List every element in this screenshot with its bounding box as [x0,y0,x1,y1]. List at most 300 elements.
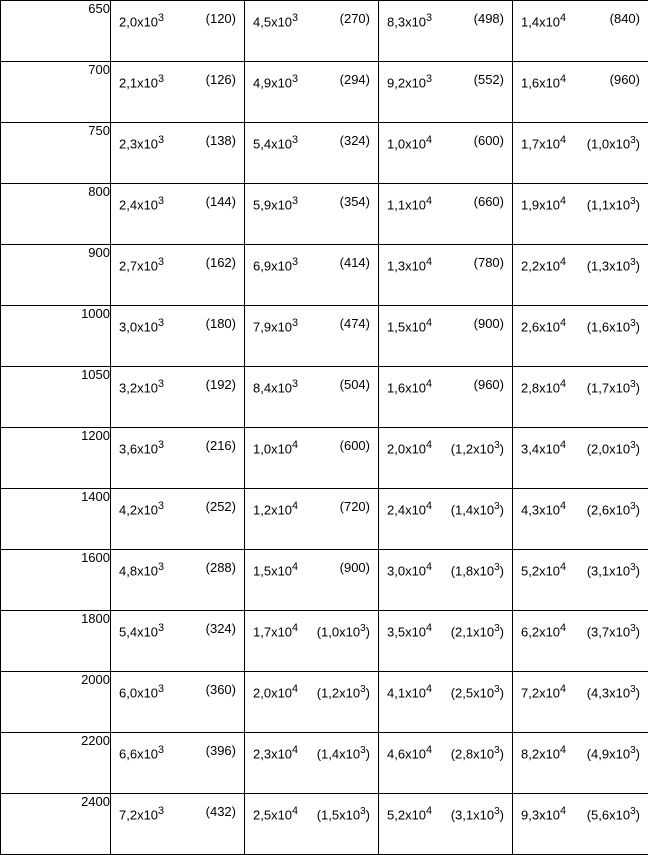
value-cell [513,1,648,62]
value-mantissa: 3,4x10 [521,441,560,456]
row-key-cell: 2400 [1,794,111,855]
value-exponent: 3 [158,134,164,146]
parenthetical-text: (1,8x10 [451,563,494,578]
parenthetical-text: (960) [610,72,640,87]
table-row [1,123,648,184]
value-mantissa: 4,2x10 [119,502,158,517]
value-parenthetical [166,619,236,638]
value-cell [245,550,379,611]
table-row [1,611,648,672]
parenthetical-text: (4,9x10 [587,746,630,761]
parenthetical-text: (3,1x10 [587,563,630,578]
parenthetical-close: ) [366,624,370,639]
table-row [1,733,648,794]
parenthetical-text: (780) [474,255,504,270]
value-mantissa: 2,4x10 [387,502,426,517]
parenthetical-close: ) [500,441,504,456]
value-exponent: 3 [426,73,432,85]
table-row [1,672,648,733]
value-cell [379,611,513,672]
parenthetical-close: ) [636,502,640,517]
value-parenthetical [308,680,370,702]
value-parenthetical [578,253,640,275]
parenthetical-exponent: 3 [630,501,636,512]
value-parenthetical [300,9,370,28]
parenthetical-text: (1,4x10 [317,746,360,761]
table-row [1,489,648,550]
value-mantissa: 5,4x10 [119,624,158,639]
value-cell [245,672,379,733]
value-parenthetical [300,70,370,89]
table-body [1,1,648,855]
value-exponent: 3 [292,73,298,85]
value-exponent: 4 [426,500,432,512]
parenthetical-text: (126) [206,72,236,87]
value-mantissa: 3,0x10 [387,563,426,578]
value-exponent: 4 [560,256,566,268]
value-cell [513,489,648,550]
parenthetical-text: (192) [206,377,236,392]
value-exponent: 4 [426,683,432,695]
value-parenthetical [166,9,236,28]
parenthetical-exponent: 3 [630,440,636,451]
parenthetical-text: (720) [340,499,370,514]
value-exponent: 4 [560,744,566,756]
parenthetical-close: ) [500,563,504,578]
value-mantissa: 9,2x10 [387,75,426,90]
value-exponent: 3 [158,439,164,451]
value-parenthetical [166,70,236,89]
parenthetical-exponent: 3 [494,684,500,695]
parenthetical-text: (270) [340,11,370,26]
value-mantissa: 1,0x10 [387,136,426,151]
value-parenthetical [434,253,504,272]
value-mantissa: 2,2x10 [521,258,560,273]
value-exponent: 4 [426,256,432,268]
value-cell [111,550,245,611]
value-exponent: 3 [158,805,164,817]
parenthetical-text: (2,1x10 [451,624,494,639]
value-mantissa: 5,4x10 [253,136,292,151]
value-exponent: 4 [560,500,566,512]
value-cell [379,62,513,123]
value-cell [513,428,648,489]
value-mantissa: 6,0x10 [119,685,158,700]
value-parenthetical [578,558,640,580]
value-cell [513,184,648,245]
value-parenthetical [578,375,640,397]
value-cell [379,428,513,489]
value-cell [513,245,648,306]
value-mantissa: 4,3x10 [521,502,560,517]
value-parenthetical [308,741,370,763]
value-mantissa: 4,9x10 [253,75,292,90]
value-cell [379,245,513,306]
parenthetical-exponent: 3 [630,562,636,573]
value-mantissa: 5,9x10 [253,197,292,212]
parenthetical-text: (660) [474,194,504,209]
value-cell [111,367,245,428]
parenthetical-exponent: 3 [494,623,500,634]
value-exponent: 3 [158,744,164,756]
value-exponent: 4 [560,317,566,329]
value-cell [111,184,245,245]
parenthetical-exponent: 3 [630,745,636,756]
value-cell [245,1,379,62]
value-cell [379,672,513,733]
value-cell [513,367,648,428]
value-cell [111,245,245,306]
value-cell [379,123,513,184]
row-key-cell: 1050 [1,367,111,428]
parenthetical-text: (1,7x10 [587,380,630,395]
value-mantissa: 1,1x10 [387,197,426,212]
value-mantissa: 4,5x10 [253,14,292,29]
parenthetical-close: ) [636,258,640,273]
parenthetical-text: (600) [474,133,504,148]
value-parenthetical [166,192,236,211]
value-cell [379,489,513,550]
value-mantissa: 2,6x10 [521,319,560,334]
value-cell [111,794,245,855]
value-parenthetical [578,436,640,458]
row-key-cell: 1000 [1,306,111,367]
value-mantissa: 2,0x10 [387,441,426,456]
value-parenthetical [434,192,504,211]
value-exponent: 3 [292,195,298,207]
value-parenthetical [166,253,236,272]
parenthetical-text: (1,5x10 [317,807,360,822]
parenthetical-text: (216) [206,438,236,453]
value-parenthetical [300,314,370,333]
parenthetical-text: (324) [206,621,236,636]
value-exponent: 4 [426,378,432,390]
value-mantissa: 1,3x10 [387,258,426,273]
parenthetical-text: (4,3x10 [587,685,630,700]
value-cell [379,733,513,794]
value-exponent: 4 [560,73,566,85]
value-parenthetical [442,741,504,763]
value-mantissa: 1,9x10 [521,197,560,212]
table-row [1,245,648,306]
value-exponent: 4 [426,134,432,146]
parenthetical-exponent: 3 [494,806,500,817]
parenthetical-text: (396) [206,743,236,758]
value-parenthetical [300,436,370,455]
parenthetical-exponent: 3 [630,379,636,390]
value-parenthetical [166,497,236,516]
parenthetical-close: ) [366,685,370,700]
value-cell [245,611,379,672]
table-row [1,1,648,62]
value-cell [111,428,245,489]
table-row [1,428,648,489]
value-exponent: 4 [292,439,298,451]
value-exponent: 4 [426,622,432,634]
value-mantissa: 2,1x10 [119,75,158,90]
row-key-cell: 700 [1,62,111,123]
parenthetical-close: ) [366,746,370,761]
row-key-cell: 2200 [1,733,111,794]
value-cell [245,794,379,855]
value-mantissa: 3,0x10 [119,319,158,334]
parenthetical-text: (3,7x10 [587,624,630,639]
value-parenthetical [578,619,640,641]
value-parenthetical [166,680,236,699]
value-cell [245,489,379,550]
value-parenthetical [300,253,370,272]
value-parenthetical [300,375,370,394]
value-cell [245,428,379,489]
parenthetical-text: (138) [206,133,236,148]
value-parenthetical [434,131,504,150]
value-mantissa: 8,2x10 [521,746,560,761]
value-mantissa: 2,3x10 [253,746,292,761]
value-parenthetical [434,314,504,333]
parenthetical-text: (1,1x10 [587,197,630,212]
value-exponent: 3 [292,317,298,329]
value-parenthetical [578,741,640,763]
value-mantissa: 6,6x10 [119,746,158,761]
parenthetical-close: ) [636,380,640,395]
value-exponent: 4 [560,439,566,451]
value-parenthetical [442,802,504,824]
value-parenthetical [308,619,370,641]
parenthetical-text: (180) [206,316,236,331]
parenthetical-text: (900) [340,560,370,575]
value-mantissa: 4,6x10 [387,746,426,761]
row-key-cell: 900 [1,245,111,306]
value-exponent: 4 [426,561,432,573]
parenthetical-exponent: 3 [494,745,500,756]
parenthetical-close: ) [636,746,640,761]
row-key-cell: 2000 [1,672,111,733]
table-row [1,794,648,855]
parenthetical-text: (900) [474,316,504,331]
parenthetical-close: ) [500,624,504,639]
value-mantissa: 6,9x10 [253,258,292,273]
parenthetical-exponent: 3 [360,745,366,756]
value-mantissa: 2,7x10 [119,258,158,273]
value-cell [111,62,245,123]
parenthetical-exponent: 3 [630,135,636,146]
value-parenthetical [578,497,640,519]
value-cell [111,123,245,184]
parenthetical-text: (2,5x10 [451,685,494,700]
value-cell [111,733,245,794]
table-row [1,306,648,367]
value-exponent: 3 [292,12,298,24]
parenthetical-text: (288) [206,560,236,575]
value-exponent: 3 [158,73,164,85]
value-mantissa: 8,3x10 [387,14,426,29]
value-exponent: 4 [292,622,298,634]
value-parenthetical [300,497,370,516]
parenthetical-close: ) [366,807,370,822]
row-key-cell: 1800 [1,611,111,672]
value-mantissa: 1,7x10 [521,136,560,151]
parenthetical-close: ) [636,624,640,639]
value-exponent: 3 [158,561,164,573]
value-mantissa: 1,7x10 [253,624,292,639]
value-mantissa: 5,2x10 [387,807,426,822]
value-exponent: 4 [292,500,298,512]
parenthetical-text: (840) [610,11,640,26]
parenthetical-text: (1,0x10 [587,136,630,151]
value-parenthetical [570,9,640,28]
parenthetical-exponent: 3 [494,440,500,451]
value-parenthetical [300,131,370,150]
value-exponent: 3 [426,12,432,24]
value-mantissa: 2,3x10 [119,136,158,151]
value-cell [379,367,513,428]
value-parenthetical [166,131,236,150]
value-exponent: 3 [158,256,164,268]
value-mantissa: 1,5x10 [387,319,426,334]
parenthetical-text: (2,0x10 [587,441,630,456]
value-parenthetical [578,131,640,153]
parenthetical-exponent: 3 [630,806,636,817]
parenthetical-exponent: 3 [630,196,636,207]
parenthetical-text: (294) [340,72,370,87]
value-exponent: 4 [292,805,298,817]
parenthetical-text: (162) [206,255,236,270]
value-exponent: 3 [158,12,164,24]
value-mantissa: 6,2x10 [521,624,560,639]
value-parenthetical [442,497,504,519]
value-cell [513,672,648,733]
parenthetical-close: ) [636,441,640,456]
value-mantissa: 3,5x10 [387,624,426,639]
parenthetical-text: (960) [474,377,504,392]
value-mantissa: 1,6x10 [521,75,560,90]
parenthetical-exponent: 3 [630,318,636,329]
value-parenthetical [300,558,370,577]
value-cell [111,489,245,550]
parenthetical-text: (144) [206,194,236,209]
value-cell [379,306,513,367]
table-row [1,184,648,245]
value-cell [513,733,648,794]
value-mantissa: 1,5x10 [253,563,292,578]
value-cell [245,62,379,123]
value-parenthetical [442,558,504,580]
parenthetical-text: (3,1x10 [451,807,494,822]
value-cell [111,306,245,367]
value-mantissa: 5,2x10 [521,563,560,578]
value-mantissa: 3,6x10 [119,441,158,456]
value-exponent: 4 [426,805,432,817]
value-cell [245,245,379,306]
value-exponent: 3 [158,317,164,329]
value-cell [111,672,245,733]
parenthetical-text: (1,0x10 [317,624,360,639]
value-cell [111,611,245,672]
value-parenthetical [578,314,640,336]
row-key-cell: 1400 [1,489,111,550]
parenthetical-text: (414) [340,255,370,270]
parenthetical-text: (2,8x10 [451,746,494,761]
value-parenthetical [434,70,504,89]
value-exponent: 4 [292,561,298,573]
value-exponent: 4 [560,12,566,24]
value-parenthetical [308,802,370,824]
value-parenthetical [166,436,236,455]
value-parenthetical [434,375,504,394]
parenthetical-exponent: 3 [630,257,636,268]
table-row [1,367,648,428]
value-exponent: 3 [158,378,164,390]
value-parenthetical [434,9,504,28]
value-parenthetical [300,192,370,211]
value-cell [245,184,379,245]
value-mantissa: 2,0x10 [253,685,292,700]
parenthetical-text: (498) [474,11,504,26]
value-cell [245,306,379,367]
value-mantissa: 2,5x10 [253,807,292,822]
value-mantissa: 4,8x10 [119,563,158,578]
value-exponent: 4 [560,561,566,573]
value-parenthetical [166,741,236,760]
value-mantissa: 1,4x10 [521,14,560,29]
value-mantissa: 7,2x10 [521,685,560,700]
value-cell [513,306,648,367]
parenthetical-exponent: 3 [630,623,636,634]
parenthetical-text: (5,6x10 [587,807,630,822]
value-cell [245,367,379,428]
value-exponent: 3 [292,256,298,268]
parenthetical-text: (252) [206,499,236,514]
parenthetical-close: ) [500,502,504,517]
value-mantissa: 1,2x10 [253,502,292,517]
value-exponent: 4 [560,622,566,634]
value-exponent: 4 [426,744,432,756]
value-mantissa: 8,4x10 [253,380,292,395]
value-cell [379,184,513,245]
parenthetical-text: (2,6x10 [587,502,630,517]
parenthetical-exponent: 3 [360,806,366,817]
parenthetical-close: ) [500,685,504,700]
parenthetical-exponent: 3 [494,501,500,512]
value-exponent: 3 [158,195,164,207]
value-mantissa: 7,2x10 [119,807,158,822]
value-cell [245,123,379,184]
value-mantissa: 1,6x10 [387,380,426,395]
parenthetical-text: (1,2x10 [317,685,360,700]
parenthetical-text: (600) [340,438,370,453]
value-exponent: 3 [292,134,298,146]
value-exponent: 4 [560,134,566,146]
value-exponent: 4 [560,683,566,695]
parenthetical-text: (120) [206,11,236,26]
value-parenthetical [570,70,640,89]
row-key-cell: 650 [1,1,111,62]
row-key-cell: 750 [1,123,111,184]
value-mantissa: 2,0x10 [119,14,158,29]
value-parenthetical [578,802,640,824]
parenthetical-text: (354) [340,194,370,209]
value-exponent: 3 [158,500,164,512]
value-cell [513,794,648,855]
parenthetical-exponent: 3 [360,684,366,695]
value-exponent: 4 [426,317,432,329]
value-cell [513,611,648,672]
value-cell [513,123,648,184]
value-exponent: 4 [560,195,566,207]
value-exponent: 4 [426,195,432,207]
parenthetical-text: (432) [206,804,236,819]
value-cell [513,62,648,123]
